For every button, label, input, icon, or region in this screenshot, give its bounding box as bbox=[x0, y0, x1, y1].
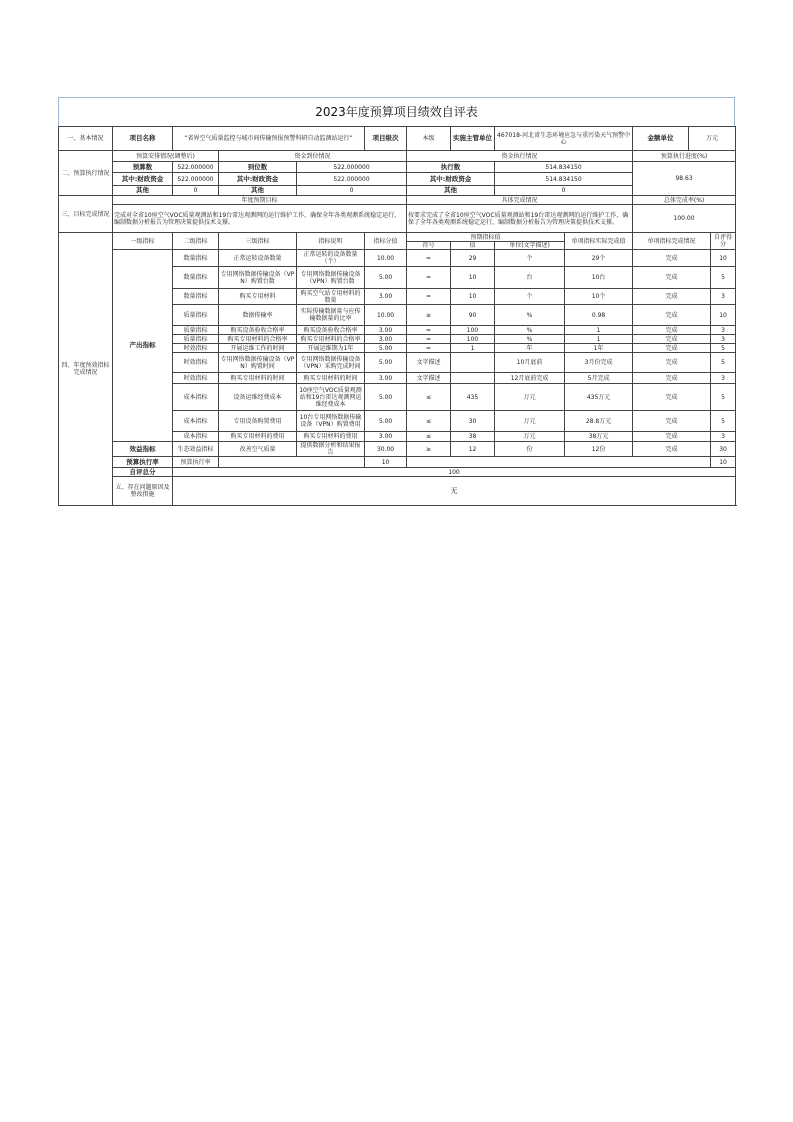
cell-lvl2: 数量指标 bbox=[173, 267, 219, 289]
project-level-value: 本级 bbox=[407, 127, 451, 151]
arrived-value: 522.000000 bbox=[297, 162, 407, 173]
project-name-value: “省界空气质量监控与城市间传输预报预警科研自动监测站运行” bbox=[173, 127, 365, 151]
cell-actual: 12份 bbox=[565, 442, 633, 457]
cell-status: 完成 bbox=[633, 432, 711, 442]
header-actual: 单项指标实际完成值 bbox=[565, 233, 633, 250]
cell-unit: 12月底前完成 bbox=[495, 373, 565, 384]
cell-score: 3.00 bbox=[365, 335, 407, 344]
cell-self-score: 5 bbox=[711, 353, 736, 373]
amount-unit-value: 万元 bbox=[689, 127, 736, 151]
cell-symbol: ≤ bbox=[407, 384, 451, 411]
cell-lvl3: 购买专用材料 bbox=[219, 289, 297, 305]
issues-value: 无 bbox=[173, 477, 736, 506]
header-status: 单项指标完成情况 bbox=[633, 233, 711, 250]
cell-status: 完成 bbox=[633, 305, 711, 326]
cell-unit: % bbox=[495, 335, 565, 344]
cell-lvl2: 质量指标 bbox=[173, 305, 219, 326]
output-indicator-label: 产出指标 bbox=[113, 250, 173, 442]
issues-section-label: 五、存在问题原因及整改措施 bbox=[113, 477, 173, 506]
effect-row bbox=[59, 442, 736, 457]
other-label-3: 其他 bbox=[407, 186, 495, 196]
other-value-3: 0 bbox=[495, 186, 633, 196]
goal-section-label: 三、目标完成情况 bbox=[59, 196, 113, 233]
total-score-label: 自评总分 bbox=[113, 468, 173, 477]
perf-header-row-1 bbox=[59, 233, 736, 242]
cell-status: 完成 bbox=[633, 326, 711, 335]
header-score: 指标分值 bbox=[365, 233, 407, 250]
cell-status: 完成 bbox=[633, 411, 711, 432]
cell-score: 3.00 bbox=[365, 373, 407, 384]
cell-symbol: 文字描述 bbox=[407, 353, 451, 373]
cell-symbol: ≤ bbox=[407, 411, 451, 432]
total-score-value: 100 bbox=[173, 468, 736, 477]
cell-lvl3: 专用设备购置费用 bbox=[219, 411, 297, 432]
basic-row bbox=[59, 127, 736, 151]
cell-desc: 购买专用材料的费用 bbox=[297, 432, 365, 442]
cell-actual: 5月完成 bbox=[565, 373, 633, 384]
header-lvl1: 一级指标 bbox=[113, 233, 173, 250]
cell-desc: 购买空气站专用材料的数量 bbox=[297, 289, 365, 305]
cell-lvl2: 成本指标 bbox=[173, 432, 219, 442]
cell-symbol: = bbox=[407, 250, 451, 267]
budget-rate-score: 10 bbox=[365, 457, 407, 468]
cell-lvl2: 质量指标 bbox=[173, 326, 219, 335]
cell-unit: 台 bbox=[495, 267, 565, 289]
cell-unit: 个 bbox=[495, 250, 565, 267]
cell-actual: 10台 bbox=[565, 267, 633, 289]
header-desc: 指标说明 bbox=[297, 233, 365, 250]
cell-unit: 10月底前 bbox=[495, 353, 565, 373]
budget-header-row bbox=[59, 151, 736, 162]
unit-value: 467018-河北省生态环境应急与重污染天气预警中心 bbox=[495, 127, 633, 151]
cell-actual: 29个 bbox=[565, 250, 633, 267]
cell-lvl3: 购买设备验收合格率 bbox=[219, 326, 297, 335]
header-lvl2: 二级指标 bbox=[173, 233, 219, 250]
evaluation-table bbox=[58, 126, 736, 506]
cell-lvl3: 购买专用材料的时间 bbox=[219, 373, 297, 384]
cell-value: 29 bbox=[451, 250, 495, 267]
cell-self-score: 5 bbox=[711, 411, 736, 432]
cell-symbol: = bbox=[407, 326, 451, 335]
cell-desc: 专用网络数据传输设备（VPN）采购完成时间 bbox=[297, 353, 365, 373]
cell-score: 5.00 bbox=[365, 353, 407, 373]
budget-section-label: 二、预算执行情况 bbox=[59, 151, 113, 196]
cell-lvl2: 数量指标 bbox=[173, 289, 219, 305]
cell-desc: 提供数据分析和结果报告 bbox=[297, 442, 365, 457]
fiscal-label-2: 其中:财政资金 bbox=[219, 173, 297, 186]
cell-actual: 10个 bbox=[565, 289, 633, 305]
cell-value: 12 bbox=[451, 442, 495, 457]
cell-self-score: 5 bbox=[711, 267, 736, 289]
cell-desc: 10台专用网络数据传输设备（VPN）购置费用 bbox=[297, 411, 365, 432]
header-lvl3: 三级指标 bbox=[219, 233, 297, 250]
cell-actual: 28.8万元 bbox=[565, 411, 633, 432]
cell-actual: 435万元 bbox=[565, 384, 633, 411]
cell-value bbox=[451, 353, 495, 373]
budget-rate-self-score: 10 bbox=[711, 457, 736, 468]
cell-self-score: 3 bbox=[711, 289, 736, 305]
fiscal-value-3: 514.834150 bbox=[495, 173, 633, 186]
effect-indicator-label: 效益指标 bbox=[113, 442, 173, 457]
budget-total-label: 预算数 bbox=[113, 162, 173, 173]
arrive-label: 资金到位情况 bbox=[219, 151, 407, 162]
cell-lvl2: 成本指标 bbox=[173, 411, 219, 432]
cell-self-score: 10 bbox=[711, 250, 736, 267]
cell-self-score: 30 bbox=[711, 442, 736, 457]
cell-value: 90 bbox=[451, 305, 495, 326]
cell-lvl3: 专用网络数据传输设备（VPN）购置时间 bbox=[219, 353, 297, 373]
cell-lvl2: 时效指标 bbox=[173, 373, 219, 384]
cell-symbol: = bbox=[407, 344, 451, 353]
page-title: 2023年度预算项目绩效自评表 bbox=[58, 97, 735, 126]
cell-self-score: 10 bbox=[711, 305, 736, 326]
cell-status: 完成 bbox=[633, 442, 711, 457]
cell-lvl2: 时效指标 bbox=[173, 353, 219, 373]
cell-desc: 正常运转的设备数量（个） bbox=[297, 250, 365, 267]
header-value: 值 bbox=[451, 242, 495, 250]
budget-total-value: 522.000000 bbox=[173, 162, 219, 173]
header-symbol: 符号 bbox=[407, 242, 451, 250]
cell-status: 完成 bbox=[633, 335, 711, 344]
cell-symbol: = bbox=[407, 289, 451, 305]
amount-unit-label: 金额单位 bbox=[633, 127, 689, 151]
empty-cell bbox=[407, 457, 711, 468]
cell-self-score: 3 bbox=[711, 373, 736, 384]
cell-self-score: 3 bbox=[711, 432, 736, 442]
executed-label: 执行数 bbox=[407, 162, 495, 173]
cell-value: 100 bbox=[451, 335, 495, 344]
cell-desc: 实际传输数据量与应传输数据量的比率 bbox=[297, 305, 365, 326]
cell-score: 5.00 bbox=[365, 384, 407, 411]
header-expected: 预期指标值 bbox=[407, 233, 565, 242]
unit-label: 实施主管单位 bbox=[451, 127, 495, 151]
perf-section-label: 四、年度预效指标完成情况 bbox=[59, 233, 113, 506]
cell-value: 100 bbox=[451, 326, 495, 335]
cell-desc: 购买专用材料的合格率 bbox=[297, 335, 365, 344]
fiscal-value-2: 522.000000 bbox=[297, 173, 407, 186]
cell-lvl3: 正常运转设备数量 bbox=[219, 250, 297, 267]
cell-unit: 万元 bbox=[495, 411, 565, 432]
cell-score: 3.00 bbox=[365, 289, 407, 305]
cell-value: 30 bbox=[451, 411, 495, 432]
cell-actual: 1年 bbox=[565, 344, 633, 353]
cell-status: 完成 bbox=[633, 250, 711, 267]
actual-goal-label: 具体完成情况 bbox=[407, 196, 633, 205]
cell-status: 完成 bbox=[633, 289, 711, 305]
cell-actual: 38万元 bbox=[565, 432, 633, 442]
fiscal-label-1: 其中:财政资金 bbox=[113, 173, 173, 186]
cell-self-score: 3 bbox=[711, 335, 736, 344]
fiscal-value-1: 522.000000 bbox=[173, 173, 219, 186]
cell-status: 完成 bbox=[633, 267, 711, 289]
basic-section-label: 一、基本情况 bbox=[59, 127, 113, 151]
cell-unit: 份 bbox=[495, 442, 565, 457]
cell-status: 完成 bbox=[633, 384, 711, 411]
cell-symbol: ≥ bbox=[407, 442, 451, 457]
cell-score: 3.00 bbox=[365, 326, 407, 335]
annual-goal-text: 完成对全省10座空气VOC质量观测站和19台雷达观测网的运行维护工作，确保全年各类观测系统稳定运行，编制数据分析报告为管理决策提供技术支撑。 bbox=[113, 205, 407, 233]
cell-lvl2: 数量指标 bbox=[173, 250, 219, 267]
cell-actual: 0.98 bbox=[565, 305, 633, 326]
cell-symbol: = bbox=[407, 335, 451, 344]
cell-desc: 购买设备验收合格率 bbox=[297, 326, 365, 335]
overall-rate-label: 总体完成率(%) bbox=[633, 196, 736, 205]
actual-goal-text: 按要求完成了全省10座空气VOC质量观测站和19台雷达观测网的运行维护工作，确保了全年各类观测系统稳定运行，编制数据分析报告为管理决策提供技术支撑。 bbox=[407, 205, 633, 233]
cell-unit: 万元 bbox=[495, 432, 565, 442]
rate-value: 98.63 bbox=[633, 162, 736, 196]
overall-rate-value: 100.00 bbox=[633, 205, 736, 233]
cell-actual: 1 bbox=[565, 335, 633, 344]
cell-status: 完成 bbox=[633, 344, 711, 353]
cell-status: 完成 bbox=[633, 373, 711, 384]
cell-self-score: 5 bbox=[711, 384, 736, 411]
annual-goal-label: 年度预期目标 bbox=[113, 196, 407, 205]
empty-cell bbox=[219, 457, 365, 468]
budget-rate-row bbox=[59, 457, 736, 468]
header-unit: 单位(文字描述) bbox=[495, 242, 565, 250]
header-self-score: 自评得分 bbox=[711, 233, 736, 250]
cell-unit: % bbox=[495, 305, 565, 326]
project-name-label: 项目名称 bbox=[113, 127, 173, 151]
cell-actual: 1 bbox=[565, 326, 633, 335]
cell-value bbox=[451, 373, 495, 384]
cell-lvl3: 设备运维经费成本 bbox=[219, 384, 297, 411]
exec-label: 资金执行情况 bbox=[407, 151, 633, 162]
cell-score: 5.00 bbox=[365, 411, 407, 432]
evaluation-sheet bbox=[58, 97, 735, 506]
cell-symbol: ≥ bbox=[407, 305, 451, 326]
other-value-2: 0 bbox=[297, 186, 407, 196]
cell-lvl3: 专用网络数据传输设备（VPN）购置台数 bbox=[219, 267, 297, 289]
arrived-label: 到位数 bbox=[219, 162, 297, 173]
goal-header-row bbox=[59, 196, 736, 205]
cell-value: 10 bbox=[451, 267, 495, 289]
cell-lvl3: 改善空气质量 bbox=[219, 442, 297, 457]
issues-row bbox=[59, 477, 736, 506]
cell-score: 10.00 bbox=[365, 250, 407, 267]
cell-desc: 开展运维期为1年 bbox=[297, 344, 365, 353]
cell-lvl3: 购买专用材料的合格率 bbox=[219, 335, 297, 344]
cell-unit: 个 bbox=[495, 289, 565, 305]
cell-unit: 万元 bbox=[495, 384, 565, 411]
cell-symbol: ≤ bbox=[407, 432, 451, 442]
budget-row-1 bbox=[59, 162, 736, 173]
cell-unit: % bbox=[495, 326, 565, 335]
cell-lvl2: 质量指标 bbox=[173, 335, 219, 344]
cell-symbol: 文字描述 bbox=[407, 373, 451, 384]
cell-actual: 3月份完成 bbox=[565, 353, 633, 373]
cell-desc: 10座空气VOC质量观测站和19台雷达观测网运维经费成本 bbox=[297, 384, 365, 411]
other-label-2: 其他 bbox=[219, 186, 297, 196]
cell-score: 10.00 bbox=[365, 305, 407, 326]
cell-lvl2: 时效指标 bbox=[173, 344, 219, 353]
cell-score: 30.00 bbox=[365, 442, 407, 457]
fiscal-label-3: 其中:财政资金 bbox=[407, 173, 495, 186]
arrange-label: 预算安排情况(调整后) bbox=[113, 151, 219, 162]
cell-unit: 年 bbox=[495, 344, 565, 353]
other-label-1: 其他 bbox=[113, 186, 173, 196]
total-row bbox=[59, 468, 736, 477]
other-value-1: 0 bbox=[173, 186, 219, 196]
cell-score: 3.00 bbox=[365, 432, 407, 442]
cell-self-score: 3 bbox=[711, 326, 736, 335]
executed-value: 514.834150 bbox=[495, 162, 633, 173]
cell-value: 1 bbox=[451, 344, 495, 353]
cell-self-score: 5 bbox=[711, 344, 736, 353]
project-level-label: 项目级次 bbox=[365, 127, 407, 151]
cell-lvl3: 开展运维工作的时间 bbox=[219, 344, 297, 353]
cell-status: 完成 bbox=[633, 353, 711, 373]
cell-score: 5.00 bbox=[365, 267, 407, 289]
cell-lvl2: 成本指标 bbox=[173, 384, 219, 411]
rate-label: 预算执行进度(%) bbox=[633, 151, 736, 162]
table-row bbox=[59, 250, 736, 267]
cell-score: 5.00 bbox=[365, 344, 407, 353]
cell-lvl3: 购买专用材料的费用 bbox=[219, 432, 297, 442]
budget-rate-label: 预算执行率 bbox=[113, 457, 173, 468]
cell-lvl2: 生态效益指标 bbox=[173, 442, 219, 457]
goal-content-row bbox=[59, 205, 736, 233]
cell-symbol: = bbox=[407, 267, 451, 289]
budget-rate-sublabel: 预算执行率 bbox=[173, 457, 219, 468]
cell-value: 435 bbox=[451, 384, 495, 411]
cell-lvl3: 数据传输率 bbox=[219, 305, 297, 326]
cell-desc: 专用网络数据传输设备（VPN）购置台数 bbox=[297, 267, 365, 289]
cell-value: 10 bbox=[451, 289, 495, 305]
cell-value: 38 bbox=[451, 432, 495, 442]
cell-desc: 购买专用材料的时间 bbox=[297, 373, 365, 384]
